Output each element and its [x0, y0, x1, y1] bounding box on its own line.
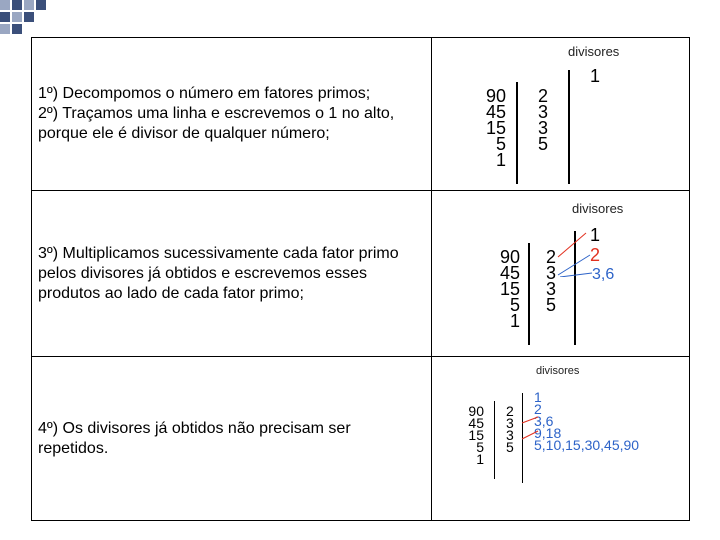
division-line [494, 401, 495, 479]
numbers-column [454, 405, 484, 465]
corner-decoration [0, 0, 60, 40]
step-figure-cell [432, 191, 690, 357]
divisores-label: divisores [572, 201, 624, 216]
step-text-cell [32, 38, 432, 191]
step-2-text: 2º) Traçamos uma linha e escrevemos o 1 no alto, porque ele é divisor de qualquer número; [38, 105, 395, 142]
step-figure-cell [432, 38, 690, 191]
step-figure-cell [432, 357, 690, 521]
step-text-cell [32, 191, 432, 357]
number-value: 90 [499, 247, 520, 267]
factorization-figure-1 [432, 38, 689, 190]
number-value: 15 [468, 427, 484, 443]
corner-square [0, 0, 10, 10]
arrow-line [522, 417, 538, 423]
factor-value: 3 [506, 427, 514, 443]
factor-value: 5 [506, 439, 514, 455]
divisors-line [568, 70, 570, 184]
corner-square [0, 24, 10, 34]
step-row-1 [32, 38, 690, 191]
factors-column [506, 405, 514, 453]
factor-value: 5 [538, 134, 549, 154]
factor-value: 5 [546, 295, 557, 315]
number-value: 45 [499, 263, 520, 283]
corner-square [12, 12, 22, 22]
step-1-text: 1º) Decompomos o número em fatores primos; [38, 85, 371, 102]
divisores-label: divisores [536, 365, 580, 377]
divisor-value: 1 [534, 389, 542, 405]
arrow-line [558, 233, 586, 257]
step-3-text: 3º) Multiplicamos sucessivamente cada fator primo pelos divisores já obtidos e escrevemos esses produtos ao lado de cada fator primo; [38, 244, 399, 302]
number-value: 1 [476, 451, 484, 467]
divisores-label: divisores [568, 44, 620, 59]
factor-value: 3 [506, 415, 514, 431]
numbers-column [480, 249, 520, 329]
factor-value: 2 [538, 86, 549, 106]
arrow-line [558, 255, 590, 275]
corner-square [12, 0, 22, 10]
divisor-value: 1 [590, 225, 601, 245]
number-value: 5 [509, 295, 520, 315]
step-text-cell [32, 357, 432, 521]
corner-square [12, 24, 22, 34]
corner-square [24, 0, 34, 10]
step-4-text: 4º) Os divisores já obtidos não precisam ser repetidos. [38, 419, 351, 457]
factor-value: 3 [546, 279, 557, 299]
divisor-value: 3,6 [534, 413, 554, 429]
number-value: 90 [485, 86, 506, 106]
multiply-arrows [552, 227, 602, 277]
number-value: 45 [485, 102, 506, 122]
divisor-value-new: 2 [590, 245, 601, 265]
factorization-figure-3 [432, 357, 689, 520]
number-value: 1 [495, 150, 506, 170]
corner-square [0, 12, 10, 22]
number-value: 5 [495, 134, 506, 154]
steps-table [31, 37, 690, 521]
factors-column [538, 88, 558, 152]
multiply-arrows [518, 413, 542, 449]
divisor-value: 9,18 [534, 425, 562, 441]
division-line [516, 82, 518, 184]
step-row-3 [32, 357, 690, 521]
factorization-figure-2 [432, 191, 689, 356]
divisor-value: 1 [590, 66, 601, 86]
numbers-column [466, 88, 506, 168]
division-line [528, 243, 530, 345]
number-value: 90 [468, 403, 484, 419]
factor-value: 3 [538, 102, 549, 122]
number-value: 15 [485, 118, 506, 138]
number-value: 1 [509, 311, 520, 331]
number-value: 45 [468, 415, 484, 431]
number-value: 15 [499, 279, 520, 299]
step-row-2 [32, 191, 690, 357]
corner-square [36, 0, 46, 10]
arrow-line [522, 431, 538, 439]
divisor-value-products: 3,6 [592, 266, 615, 283]
arrow-line [560, 273, 592, 277]
divisor-value: 5,10,15,30,45,90 [534, 437, 640, 453]
factor-value: 3 [546, 263, 557, 283]
number-value: 5 [476, 439, 484, 455]
corner-square [24, 12, 34, 22]
divisor-value: 2 [534, 401, 542, 417]
divisors-column [534, 391, 639, 451]
factor-value: 3 [538, 118, 549, 138]
factor-value: 2 [506, 403, 514, 419]
factor-value: 2 [546, 247, 557, 267]
